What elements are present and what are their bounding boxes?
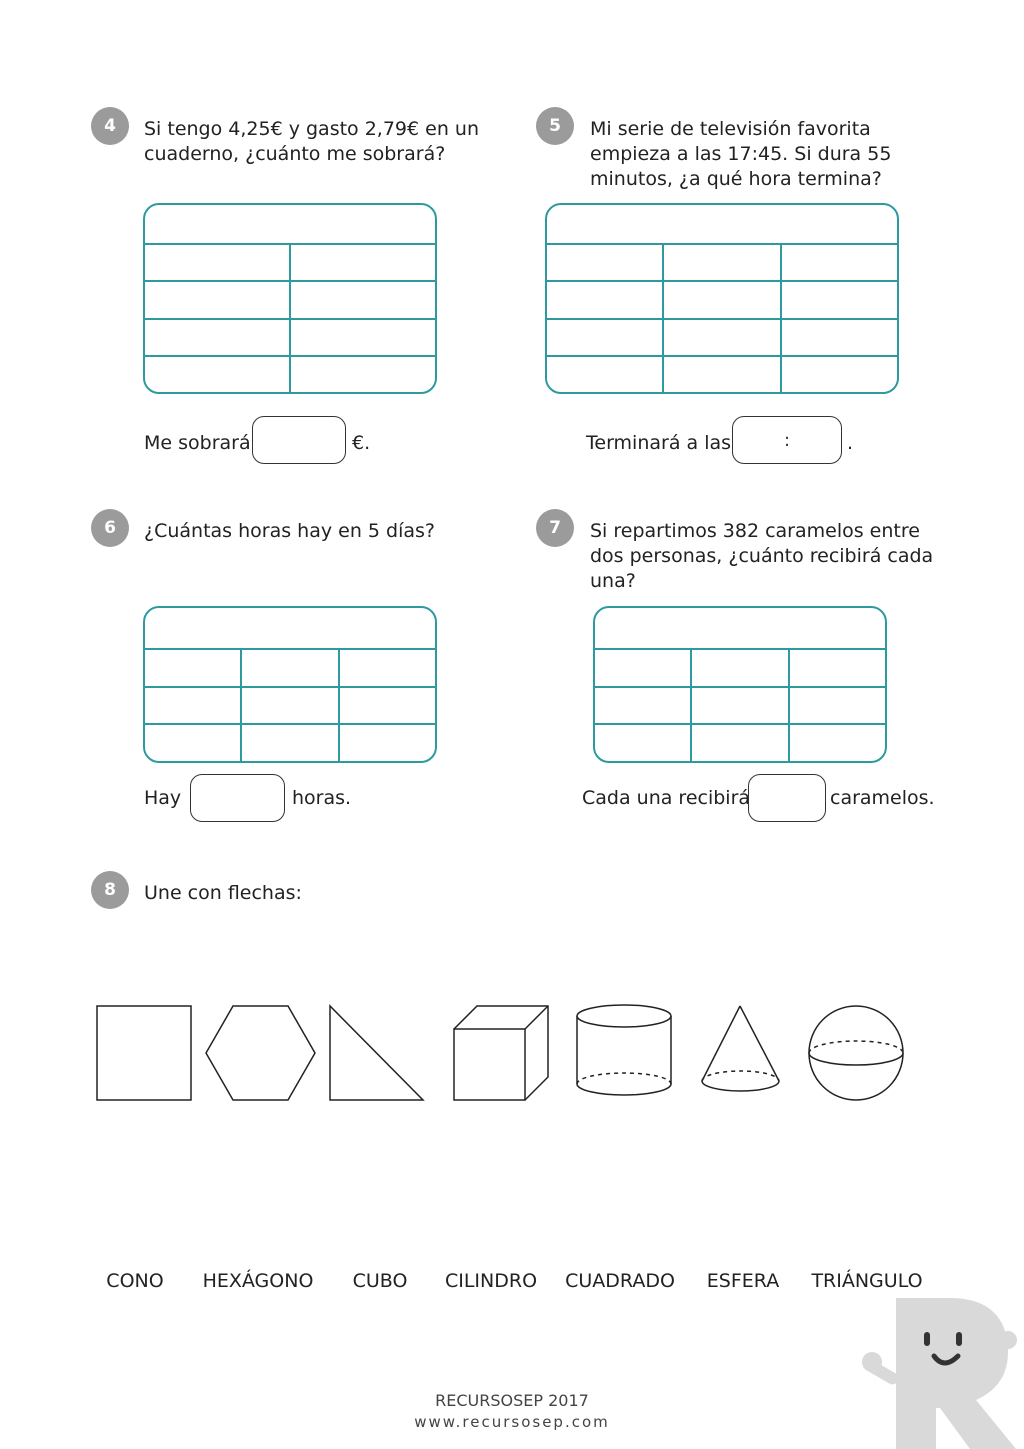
cylinder-shape[interactable] xyxy=(577,1005,671,1095)
shape-label-triangulo[interactable]: TRIÁNGULO xyxy=(811,1270,923,1292)
exercise-6-answer-box[interactable] xyxy=(190,774,285,822)
exercise-4-question xyxy=(144,117,479,167)
shape-label-cilindro[interactable]: CILINDRO xyxy=(444,1270,538,1292)
shape-label-cono[interactable]: CONO xyxy=(106,1270,164,1292)
exercise-5-question-line: Mi serie de televisión favorita xyxy=(590,118,871,140)
sphere-shape[interactable] xyxy=(809,1006,903,1100)
cone-shape[interactable] xyxy=(702,1006,779,1091)
exercise-7-question-line: una? xyxy=(590,570,636,592)
exercise-4-question-line: cuaderno, ¿cuánto me sobrará? xyxy=(144,143,446,165)
exercise-7-question-line: Si repartimos 382 caramelos entre xyxy=(590,520,920,542)
grid-header-row xyxy=(547,205,897,245)
exercise-7-question-line: dos personas, ¿cuánto recibirá cada xyxy=(590,545,934,567)
exercise-5-question-line: empieza a las 17:45. Si dura 55 xyxy=(590,143,892,165)
grid-header-row xyxy=(145,608,435,650)
exercise-5-question xyxy=(590,117,891,192)
exercise-5-answer-box[interactable] xyxy=(732,416,842,464)
footer-url[interactable]: www.recursosep.com xyxy=(414,1413,610,1431)
exercise-4-question-line: Si tengo 4,25€ y gasto 2,79€ en un xyxy=(144,118,480,140)
footer-title: RECURSOSEP 2017 xyxy=(435,1391,589,1410)
exercise-7-number-badge: 7 xyxy=(536,509,574,547)
exercise-4-number-badge: 4 xyxy=(91,107,129,145)
cube-shape[interactable] xyxy=(454,1006,548,1100)
exercise-8-question: Une con flechas: xyxy=(144,882,302,904)
time-separator: : xyxy=(783,429,791,451)
exercise-4-work-grid[interactable] xyxy=(143,203,437,394)
exercise-6-question xyxy=(144,519,435,544)
square-shape[interactable] xyxy=(97,1006,191,1100)
exercise-6-question-line: ¿Cuántas horas hay en 5 días? xyxy=(144,520,436,542)
shape-label-cubo[interactable]: CUBO xyxy=(352,1270,408,1292)
shape-label-esfera[interactable]: ESFERA xyxy=(706,1270,780,1292)
exercise-7-question xyxy=(590,519,933,594)
exercise-6-work-grid[interactable] xyxy=(143,606,437,763)
exercise-4-answer-prefix: Me sobrará xyxy=(144,432,251,454)
grid-header-row xyxy=(595,608,885,650)
shape-label-cuadrado[interactable]: CUADRADO xyxy=(565,1270,675,1292)
exercise-7-work-grid[interactable] xyxy=(593,606,887,763)
exercise-5-work-grid[interactable] xyxy=(545,203,899,394)
exercise-4-answer-box[interactable] xyxy=(252,416,346,464)
triangle-shape[interactable] xyxy=(330,1006,423,1100)
exercise-7-answer-prefix: Cada una recibirá xyxy=(582,787,751,809)
shapes-row xyxy=(0,990,1024,1120)
exercise-7-answer-box[interactable] xyxy=(748,774,826,822)
exercise-6-answer-suffix: horas. xyxy=(292,787,352,809)
exercise-7-answer-suffix: caramelos. xyxy=(830,787,935,809)
shape-label-hexagono[interactable]: HEXÁGONO xyxy=(202,1270,314,1292)
exercise-8-number-badge: 8 xyxy=(91,871,129,909)
grid-header-row xyxy=(145,205,435,245)
exercise-5-question-line: minutos, ¿a qué hora termina? xyxy=(590,168,882,190)
hexagon-shape[interactable] xyxy=(206,1006,315,1100)
exercise-6-answer-prefix: Hay xyxy=(144,787,182,809)
exercise-4-answer-suffix: €. xyxy=(352,432,371,454)
exercise-5-number-badge: 5 xyxy=(536,107,574,145)
exercise-5-answer-suffix: . xyxy=(847,432,854,454)
exercise-5-answer-prefix: Terminará a las xyxy=(586,432,732,454)
exercise-6-number-badge: 6 xyxy=(91,509,129,547)
